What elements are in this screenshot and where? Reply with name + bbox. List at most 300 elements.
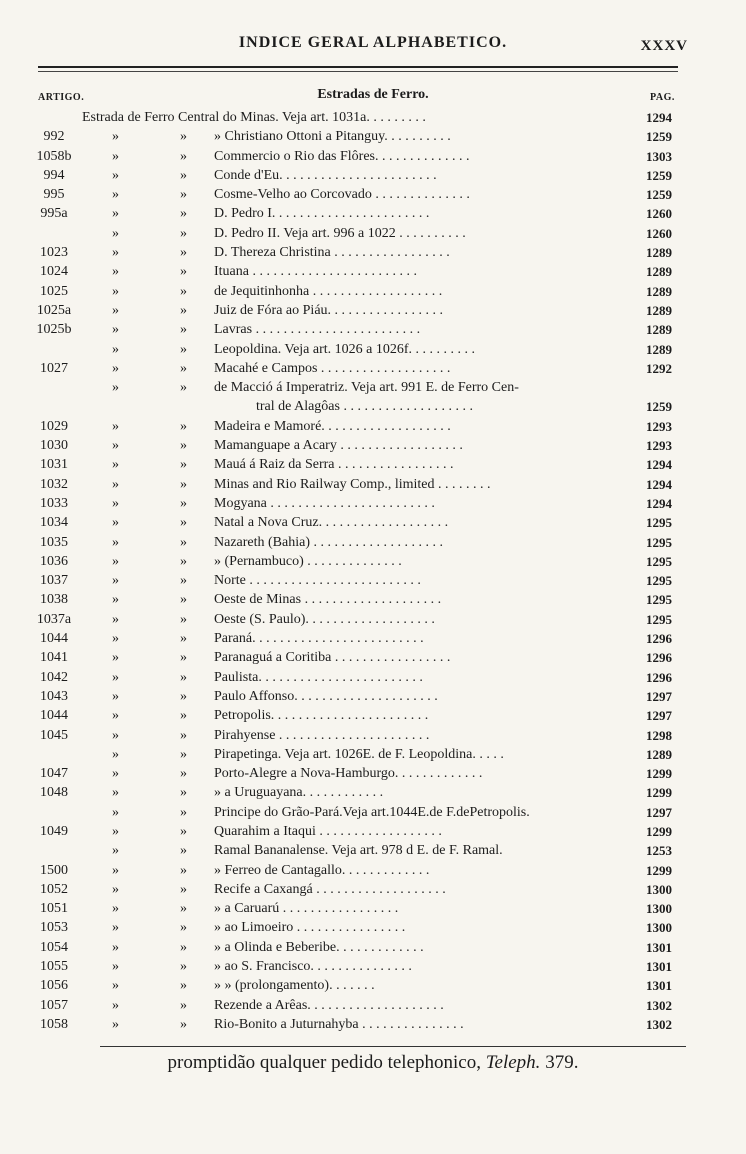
ditto-mark: » xyxy=(180,302,187,318)
page-reference: 1295 xyxy=(646,534,672,550)
ditto-mark: » xyxy=(112,495,119,511)
entry-text: Rio-Bonito a Juturnahyba . . . . . . . . . . . . . . . xyxy=(214,1016,464,1032)
entry-text: » a Caruarú . . . . . . . . . . . . . . . . . xyxy=(214,901,399,917)
entry-text: » a Olinda e Beberibe. . . . . . . . . . . . . xyxy=(214,939,424,955)
ditto-mark: » xyxy=(112,785,119,801)
ditto-mark: » xyxy=(180,264,187,280)
page-reference: 1260 xyxy=(646,206,672,222)
article-number: 1053 xyxy=(40,920,68,936)
entry-text: Commercio o Rio das Flôres. . . . . . . . . . . . . . xyxy=(214,148,470,164)
entry-text: Natal a Nova Cruz. . . . . . . . . . . . . . . . . . . xyxy=(214,515,449,531)
index-row xyxy=(0,359,746,378)
article-number: 995a xyxy=(40,206,68,222)
ditto-mark: » xyxy=(112,843,119,859)
ditto-mark: » xyxy=(180,920,187,936)
entry-text: Porto-Alegre a Nova-Hamburgo. . . . . . . . . . . . . xyxy=(214,766,483,782)
index-row xyxy=(0,590,746,609)
entry-text: Minas and Rio Railway Comp., limited . . . . . . . . xyxy=(214,476,491,492)
entry-text: Pirapetinga. Veja art. 1026E. de F. Leopoldina. . . . . xyxy=(214,746,504,762)
page-reference: 1289 xyxy=(646,302,672,318)
page-reference: 1259 xyxy=(646,167,672,183)
ditto-mark: » xyxy=(180,187,187,203)
page-reference: 1301 xyxy=(646,939,672,955)
article-number: 995 xyxy=(43,187,65,203)
ditto-mark: » xyxy=(112,438,119,454)
index-row xyxy=(0,996,746,1015)
page-reference: 1296 xyxy=(646,669,672,685)
entry-description xyxy=(214,320,634,339)
page-reference: 1289 xyxy=(646,264,672,280)
index-row xyxy=(0,455,746,474)
article-number: 1041 xyxy=(40,650,68,666)
index-row xyxy=(0,475,746,494)
page-number-roman: XXXV xyxy=(640,38,688,54)
ditto-mark: » xyxy=(180,881,187,897)
article-number: 1033 xyxy=(40,495,68,511)
entry-text: » ao S. Francisco. . . . . . . . . . . . . . . xyxy=(214,959,412,975)
ditto-mark: » xyxy=(180,129,187,145)
index-row xyxy=(0,127,746,146)
index-row xyxy=(0,629,746,648)
ditto-mark: » xyxy=(180,592,187,608)
ditto-mark: » xyxy=(112,553,119,569)
entry-text: Nazareth (Bahia) . . . . . . . . . . . . . . . . . . . xyxy=(214,534,443,550)
ditto-mark: » xyxy=(180,495,187,511)
page-reference: 1293 xyxy=(646,438,672,454)
article-number: 1042 xyxy=(40,669,68,685)
page-reference: 1299 xyxy=(646,785,672,801)
entry-description xyxy=(214,783,634,802)
page-reference: 1260 xyxy=(646,225,672,241)
footer-number: 379. xyxy=(545,1052,579,1073)
page-reference: 1295 xyxy=(646,553,672,569)
article-number: 1024 xyxy=(40,264,68,280)
ditto-mark: » xyxy=(180,515,187,531)
entry-text: Principe do Grão-Pará.Veja art.1044E.de F.dePetropolis. xyxy=(214,804,530,820)
entry-text: Rezende a Arêas. . . . . . . . . . . . . . . . . . . . xyxy=(214,997,444,1013)
entry-description xyxy=(214,127,634,146)
ditto-mark: » xyxy=(112,206,119,222)
entry-description xyxy=(214,378,634,417)
page-reference: 1300 xyxy=(646,920,672,936)
column-header-artigo: ARTIGO. xyxy=(38,92,85,103)
index-row xyxy=(0,706,746,725)
entry-text-continued: tral de Alagôas . . . . . . . . . . . . . . . . . . . xyxy=(256,399,473,415)
ditto-mark: » xyxy=(112,746,119,762)
ditto-mark: » xyxy=(112,245,119,261)
page-reference: 1296 xyxy=(646,650,672,666)
ditto-mark: » xyxy=(112,341,119,357)
index-row xyxy=(0,417,746,436)
entry-text: Quarahim a Itaqui . . . . . . . . . . . . . . . . . . xyxy=(214,823,442,839)
index-row xyxy=(0,185,746,204)
ditto-mark: » xyxy=(112,476,119,492)
entry-description xyxy=(214,340,634,359)
ditto-mark: » xyxy=(180,843,187,859)
article-number: 1029 xyxy=(40,418,68,434)
entry-text: D. Thereza Christina . . . . . . . . . . . . . . . . . xyxy=(214,245,450,261)
entry-description xyxy=(214,745,634,764)
entry-description xyxy=(214,648,634,667)
index-list xyxy=(0,108,746,1034)
index-row xyxy=(0,687,746,706)
ditto-mark: » xyxy=(180,804,187,820)
page-header-title: INDICE GERAL ALPHABETICO. xyxy=(238,34,508,51)
entry-text: Paulo Affonso. . . . . . . . . . . . . . . . . . . . . xyxy=(214,688,438,704)
index-row xyxy=(0,783,746,802)
ditto-mark: » xyxy=(180,785,187,801)
ditto-mark: » xyxy=(112,823,119,839)
ditto-mark: » xyxy=(180,225,187,241)
page-reference: 1293 xyxy=(646,418,672,434)
entry-description xyxy=(214,533,634,552)
ditto-mark: » xyxy=(180,631,187,647)
article-number: 1031 xyxy=(40,457,68,473)
article-number: 1030 xyxy=(40,438,68,454)
entry-description xyxy=(214,938,634,957)
ditto-mark: » xyxy=(180,727,187,743)
entry-description xyxy=(214,417,634,436)
ditto-mark: » xyxy=(180,283,187,299)
index-row xyxy=(0,648,746,667)
page-reference: 1295 xyxy=(646,611,672,627)
page-reference: 1303 xyxy=(646,148,672,164)
ditto-mark: » xyxy=(180,534,187,550)
index-row xyxy=(0,320,746,339)
article-number: 1056 xyxy=(40,978,68,994)
entry-text: » Ferreo de Cantagallo. . . . . . . . . . . . . xyxy=(214,862,430,878)
index-row xyxy=(0,282,746,301)
index-row xyxy=(0,378,746,417)
ditto-mark: » xyxy=(112,380,119,396)
page-reference: 1299 xyxy=(646,862,672,878)
entry-description xyxy=(214,841,634,860)
index-row xyxy=(0,745,746,764)
column-header-pag: PAG. xyxy=(650,92,675,103)
article-number: 1032 xyxy=(40,476,68,492)
entry-text: Macahé e Campos . . . . . . . . . . . . . . . . . . . xyxy=(214,360,451,376)
page-reference: 1292 xyxy=(646,360,672,376)
ditto-mark: » xyxy=(112,669,119,685)
footer-rule xyxy=(100,1046,686,1047)
page-reference: 1289 xyxy=(646,245,672,261)
header-rule xyxy=(38,66,678,68)
entry-description xyxy=(214,899,634,918)
entry-description xyxy=(214,880,634,899)
entry-description xyxy=(214,861,634,880)
entry-description xyxy=(214,764,634,783)
footer-italic: Teleph. xyxy=(485,1052,541,1073)
page-reference: 1301 xyxy=(646,978,672,994)
page-reference: 1295 xyxy=(646,592,672,608)
entry-description xyxy=(82,108,634,127)
index-row xyxy=(0,262,746,281)
entry-text: Paranaguá a Coritiba . . . . . . . . . . . . . . . . . xyxy=(214,650,451,666)
page-reference: 1300 xyxy=(646,901,672,917)
entry-text: Recife a Caxangá . . . . . . . . . . . . . . . . . . . xyxy=(214,881,446,897)
article-number: 1052 xyxy=(40,881,68,897)
page-reference: 1297 xyxy=(646,688,672,704)
entry-description xyxy=(214,1015,634,1034)
index-row xyxy=(0,1015,746,1034)
ditto-mark: » xyxy=(112,727,119,743)
entry-text: Mamanguape a Acary . . . . . . . . . . . . . . . . . . xyxy=(214,438,463,454)
footer-text: promptidão qualquer pedido telephonico, xyxy=(167,1052,481,1073)
ditto-mark: » xyxy=(180,148,187,164)
ditto-mark: » xyxy=(180,457,187,473)
ditto-mark: » xyxy=(112,457,119,473)
index-row xyxy=(0,301,746,320)
entry-description xyxy=(214,166,634,185)
ditto-mark: » xyxy=(180,611,187,627)
ditto-mark: » xyxy=(180,245,187,261)
entry-description xyxy=(214,726,634,745)
article-number: 1038 xyxy=(40,592,68,608)
entry-text: Conde d'Eu. . . . . . . . . . . . . . . . . . . . . . . xyxy=(214,167,437,183)
ditto-mark: » xyxy=(112,322,119,338)
index-row xyxy=(0,899,746,918)
article-number: 1036 xyxy=(40,553,68,569)
entry-description xyxy=(214,359,634,378)
article-number: 1500 xyxy=(40,862,68,878)
page-reference: 1289 xyxy=(646,283,672,299)
index-row xyxy=(0,533,746,552)
ditto-mark: » xyxy=(112,225,119,241)
header-rule-thin xyxy=(38,71,678,72)
entry-text: Lavras . . . . . . . . . . . . . . . . . . . . . . . . xyxy=(214,322,421,338)
article-number: 1055 xyxy=(40,959,68,975)
ditto-mark: » xyxy=(112,264,119,280)
ditto-mark: » xyxy=(180,380,187,396)
article-number: 1051 xyxy=(40,901,68,917)
ditto-mark: » xyxy=(180,573,187,589)
ditto-mark: » xyxy=(112,978,119,994)
article-number: 1027 xyxy=(40,360,68,376)
article-number: 1044 xyxy=(40,631,68,647)
article-number: 1037a xyxy=(36,611,72,627)
entry-text: Petropolis. . . . . . . . . . . . . . . . . . . . . . . xyxy=(214,708,429,724)
index-row xyxy=(0,243,746,262)
ditto-mark: » xyxy=(112,283,119,299)
entry-description xyxy=(214,436,634,455)
index-row xyxy=(0,861,746,880)
ditto-mark: » xyxy=(112,650,119,666)
page-reference: 1299 xyxy=(646,823,672,839)
entry-text: Madeira e Mamoré. . . . . . . . . . . . . . . . . . . xyxy=(214,418,451,434)
page-reference: 1289 xyxy=(646,341,672,357)
article-number: 1025a xyxy=(36,302,72,318)
ditto-mark: » xyxy=(180,322,187,338)
article-number: 1044 xyxy=(40,708,68,724)
ditto-mark: » xyxy=(180,862,187,878)
ditto-mark: » xyxy=(180,688,187,704)
ditto-mark: » xyxy=(112,592,119,608)
page-reference: 1295 xyxy=(646,515,672,531)
entry-text: Pirahyense . . . . . . . . . . . . . . . . . . . . . . xyxy=(214,727,430,743)
index-row xyxy=(0,610,746,629)
entry-description xyxy=(214,513,634,532)
entry-text: » ao Limoeiro . . . . . . . . . . . . . . . . xyxy=(214,920,406,936)
page-reference: 1253 xyxy=(646,843,672,859)
ditto-mark: » xyxy=(112,997,119,1013)
entry-description xyxy=(214,822,634,841)
ditto-mark: » xyxy=(112,148,119,164)
article-number: 1048 xyxy=(40,785,68,801)
article-number: 1023 xyxy=(40,245,68,261)
page-reference: 1297 xyxy=(646,708,672,724)
entry-description xyxy=(214,687,634,706)
ditto-mark: » xyxy=(180,997,187,1013)
entry-description xyxy=(214,918,634,937)
index-row xyxy=(0,166,746,185)
ditto-mark: » xyxy=(112,881,119,897)
page-reference: 1301 xyxy=(646,959,672,975)
article-number: 1058b xyxy=(36,148,72,164)
page-reference: 1298 xyxy=(646,727,672,743)
ditto-mark: » xyxy=(180,708,187,724)
article-number: 1054 xyxy=(40,939,68,955)
entry-description xyxy=(214,610,634,629)
entry-description xyxy=(214,552,634,571)
entry-description xyxy=(214,185,634,204)
ditto-mark: » xyxy=(112,167,119,183)
article-number: 1037 xyxy=(40,573,68,589)
page-reference: 1295 xyxy=(646,573,672,589)
page-reference: 1296 xyxy=(646,631,672,647)
ditto-mark: » xyxy=(180,418,187,434)
ditto-mark: » xyxy=(112,920,119,936)
entry-text: Oeste de Minas . . . . . . . . . . . . . . . . . . . . xyxy=(214,592,442,608)
entry-text: Leopoldina. Veja art. 1026 a 1026f. . . . . . . . . . xyxy=(214,341,476,357)
ditto-mark: » xyxy=(180,978,187,994)
index-row xyxy=(0,571,746,590)
entry-description xyxy=(214,976,634,995)
entry-text: Juiz de Fóra ao Piáu. . . . . . . . . . . . . . . . . xyxy=(214,302,444,318)
ditto-mark: » xyxy=(180,476,187,492)
index-row xyxy=(0,147,746,166)
entry-description xyxy=(214,262,634,281)
entry-text: Paulista. . . . . . . . . . . . . . . . . . . . . . . . xyxy=(214,669,423,685)
ditto-mark: » xyxy=(112,939,119,955)
article-number: 1025 xyxy=(40,283,68,299)
entry-description xyxy=(214,455,634,474)
entry-text: Mauá á Raiz da Serra . . . . . . . . . . . . . . . . . xyxy=(214,457,454,473)
ditto-mark: » xyxy=(180,360,187,376)
index-row xyxy=(0,938,746,957)
section-title: Estradas de Ferro. xyxy=(317,87,429,102)
ditto-mark: » xyxy=(112,129,119,145)
entry-description xyxy=(214,224,634,243)
ditto-mark: » xyxy=(112,418,119,434)
ditto-mark: » xyxy=(180,669,187,685)
index-row xyxy=(0,668,746,687)
entry-description xyxy=(214,571,634,590)
article-number: 1025b xyxy=(36,322,72,338)
entry-description xyxy=(214,475,634,494)
ditto-mark: » xyxy=(180,167,187,183)
entry-text: » a Uruguayana. . . . . . . . . . . . xyxy=(214,785,384,801)
entry-text: Mogyana . . . . . . . . . . . . . . . . . . . . . . . . xyxy=(214,495,435,511)
entry-text: Norte . . . . . . . . . . . . . . . . . . . . . . . . . xyxy=(214,573,421,589)
page-reference: 1289 xyxy=(646,322,672,338)
footer-line xyxy=(0,1052,746,1074)
entry-description xyxy=(214,803,634,822)
page-reference: 1300 xyxy=(646,881,672,897)
entry-text: » (Pernambuco) . . . . . . . . . . . . . . xyxy=(214,553,402,569)
ditto-mark: » xyxy=(112,1016,119,1032)
ditto-mark: » xyxy=(112,862,119,878)
ditto-mark: » xyxy=(180,1016,187,1032)
index-row xyxy=(0,513,746,532)
ditto-mark: » xyxy=(112,631,119,647)
ditto-mark: » xyxy=(180,553,187,569)
article-number: 1045 xyxy=(40,727,68,743)
entry-description xyxy=(214,494,634,513)
ditto-mark: » xyxy=(112,766,119,782)
index-row xyxy=(0,552,746,571)
page-reference: 1294 xyxy=(646,476,672,492)
page-reference: 1294 xyxy=(646,110,672,125)
page-reference: 1302 xyxy=(646,997,672,1013)
ditto-mark: » xyxy=(180,746,187,762)
page-reference: 1302 xyxy=(646,1016,672,1032)
ditto-mark: » xyxy=(112,901,119,917)
entry-description xyxy=(214,243,634,262)
ditto-mark: » xyxy=(112,959,119,975)
ditto-mark: » xyxy=(180,206,187,222)
ditto-mark: » xyxy=(180,939,187,955)
article-number: 1034 xyxy=(40,515,68,531)
index-row xyxy=(0,726,746,745)
ditto-mark: » xyxy=(180,901,187,917)
ditto-mark: » xyxy=(112,187,119,203)
index-row xyxy=(0,841,746,860)
entry-text: » » (prolongamento). . . . . . . xyxy=(214,978,375,994)
entry-description xyxy=(214,282,634,301)
index-row xyxy=(0,494,746,513)
article-number: 994 xyxy=(43,167,65,183)
entry-description xyxy=(214,590,634,609)
ditto-mark: » xyxy=(112,302,119,318)
page-reference: 1259 xyxy=(646,129,672,145)
entry-description xyxy=(214,629,634,648)
ditto-mark: » xyxy=(112,688,119,704)
entry-text: Ramal Bananalense. Veja art. 978 d E. de F. Ramal. xyxy=(214,843,503,859)
entry-description xyxy=(214,668,634,687)
entry-description xyxy=(214,706,634,725)
entry-text: D. Pedro I. . . . . . . . . . . . . . . . . . . . . . . xyxy=(214,206,430,222)
page-reference: 1259 xyxy=(646,187,672,203)
ditto-mark: » xyxy=(180,766,187,782)
entry-text: de Jequitinhonha . . . . . . . . . . . . . . . . . . . xyxy=(214,283,443,299)
ditto-mark: » xyxy=(180,438,187,454)
page-reference: 1299 xyxy=(646,766,672,782)
ditto-mark: » xyxy=(180,959,187,975)
entry-text: de Macció á Imperatriz. Veja art. 991 E. de Ferro Cen- xyxy=(214,380,519,396)
ditto-mark: » xyxy=(180,650,187,666)
article-number: 1057 xyxy=(40,997,68,1013)
article-number: 1047 xyxy=(40,766,68,782)
page-reference: 1294 xyxy=(646,457,672,473)
index-row xyxy=(0,803,746,822)
article-number: 1043 xyxy=(40,688,68,704)
entry-text: D. Pedro II. Veja art. 996 a 1022 . . . . . . . . . . xyxy=(214,225,466,241)
index-row xyxy=(0,108,746,127)
index-row xyxy=(0,918,746,937)
entry-text: Paraná. . . . . . . . . . . . . . . . . . . . . . . . . xyxy=(214,631,424,647)
article-number: 1035 xyxy=(40,534,68,550)
page-reference: 1294 xyxy=(646,495,672,511)
